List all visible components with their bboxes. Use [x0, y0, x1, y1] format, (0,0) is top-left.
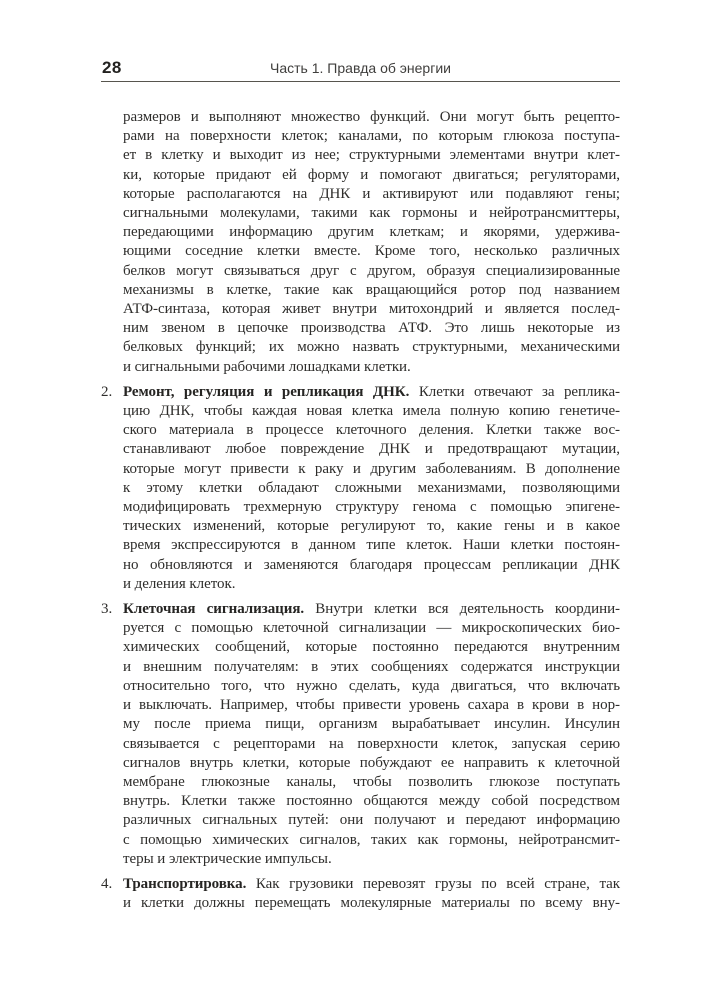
text-line: и внешним получателям: в этих сообщениях содержатся инструкции: [123, 658, 620, 675]
list-item-4: [101, 875, 620, 913]
text-line: ним звеном в цепочке производства АТФ. Это лишь некоторые из: [123, 320, 620, 337]
text-line: белков могут связываться друг с другом, образуя специализированные: [123, 262, 620, 279]
text-line: сигнальными молекулами, такими как гормоны и нейротрансмиттеры,: [123, 205, 620, 222]
text-line: и клетки должны перемещать молекулярные материалы по всему вну-: [123, 895, 620, 912]
list-item-2: [101, 383, 620, 594]
text-line: ки, которые придают ей форму и помогают двигаться; регуляторами,: [123, 166, 620, 183]
text-line: и выключать. Например, чтобы привести уровень сахара в крови в нор-: [123, 697, 620, 714]
text-line: теры и электрические импульсы.: [123, 850, 332, 867]
text-line: которые могут привести к раку и другим заболеваниям. В дополнение: [123, 460, 620, 477]
text-line: Клеточная сигнализация. Внутри клетки вся деятельность координи-: [123, 601, 620, 618]
text-line: различных сигнальных путей: они получают и передают информацию: [123, 812, 620, 829]
text-line: Транспортировка. Как грузовики перевозят грузы по всей стране, так: [123, 875, 620, 892]
body-content: [101, 108, 620, 913]
page-header: [101, 52, 620, 82]
text-line: цию ДНК, чтобы каждая новая клетка имела полную копию генетиче-: [123, 403, 620, 420]
text-line: относительно того, что нужно сделать, куда двигаться, что включать: [123, 677, 620, 694]
list-item-text: [123, 383, 620, 594]
text-line: мембране глюкозные каналы, чтобы позволить глюкозе поступать: [123, 773, 620, 790]
text-line: передающими информацию другим клеткам; и якорями, удержива-: [123, 224, 620, 241]
list-item-text: [123, 600, 620, 869]
text-line: модифицировать трехмерную структуру генома с помощью эпигене-: [123, 499, 620, 516]
text-line: и деления клеток.: [123, 575, 236, 592]
text-line: станавливают любое повреждение ДНК и предотвращают мутации,: [123, 441, 620, 458]
text-line: химических сообщений, которые постоянно передаются внутренним: [123, 639, 620, 656]
text-line: размеров и выполняют множество функций. Они могут быть рецепто-: [123, 109, 620, 125]
list-item-number: 2.: [101, 383, 113, 400]
item-run-in-title: Транспортировка.: [123, 875, 247, 892]
list-item-number: 4.: [101, 875, 113, 892]
running-head: Часть 1. Правда об энергии: [270, 60, 451, 76]
text-line: внутрь. Клетки также постоянно общаются между собой посредством: [123, 793, 620, 810]
text-line: которые располагаются на ДНК и активируют или подавляют гены;: [123, 185, 620, 202]
text-line: но обновляются и заменяются благодаря процессам репликации ДНК: [123, 556, 620, 573]
text-line: механизмы в клетке, такие как вращающийся ротор под названием: [123, 281, 620, 298]
item-run-in-title: Ремонт, регуляция и репликация ДНК.: [123, 383, 410, 400]
text-line: му после приема пищи, организм вырабатывает инсулин. Инсулин: [123, 716, 620, 733]
text-line: сигналов внутрь клетки, которые побуждают ее направить к клеточной: [123, 754, 620, 771]
text-line: время экспрессируются в данном типе клеток. Наши клетки постоян-: [123, 537, 620, 554]
text-line: к этому клетки обладают сложными механизмами, позволяющими: [123, 479, 620, 496]
text-line: связывается с рецепторами на поверхности клеток, запуская серию: [123, 735, 620, 752]
text-line: с помощью химических сигналов, таких как гормоны, нейротрансмит-: [123, 831, 620, 848]
text-line: АТФ-синтаза, которая живет внутри митохондрий и является послед-: [123, 301, 620, 318]
text-line: и сигнальными рабочими лошадками клетки.: [123, 358, 411, 375]
text-line: рами на поверхности клеток; каналами, по которым глюкоза поступа-: [123, 128, 620, 145]
text-line: руется с помощью клеточной сигнализации — микроскопических био-: [123, 620, 620, 637]
text-line: Ремонт, регуляция и репликация ДНК. Клетки отвечают за реплика-: [123, 383, 620, 400]
text-line: ет в клетку и выходит из нее; структурными элементами внутри клет-: [123, 147, 620, 164]
item-run-in-title: Клеточная сигнализация.: [123, 601, 305, 618]
text-line: белковых функций; их можно назвать структурными, механическими: [123, 339, 620, 356]
text-line: ского материала в процессе клеточного деления. Клетки также вос-: [123, 422, 620, 439]
list-item-3: [101, 600, 620, 869]
page-number: 28: [102, 58, 122, 77]
list-item-text: [123, 875, 620, 913]
text-line: тических изменений, которые регулируют то, какие гены и в какое: [123, 518, 620, 535]
text-line: ющими соседние клетки вместе. Кроме того, несколько различных: [123, 243, 620, 260]
continuation-paragraph: [123, 108, 620, 377]
list-item-number: 3.: [101, 601, 113, 618]
